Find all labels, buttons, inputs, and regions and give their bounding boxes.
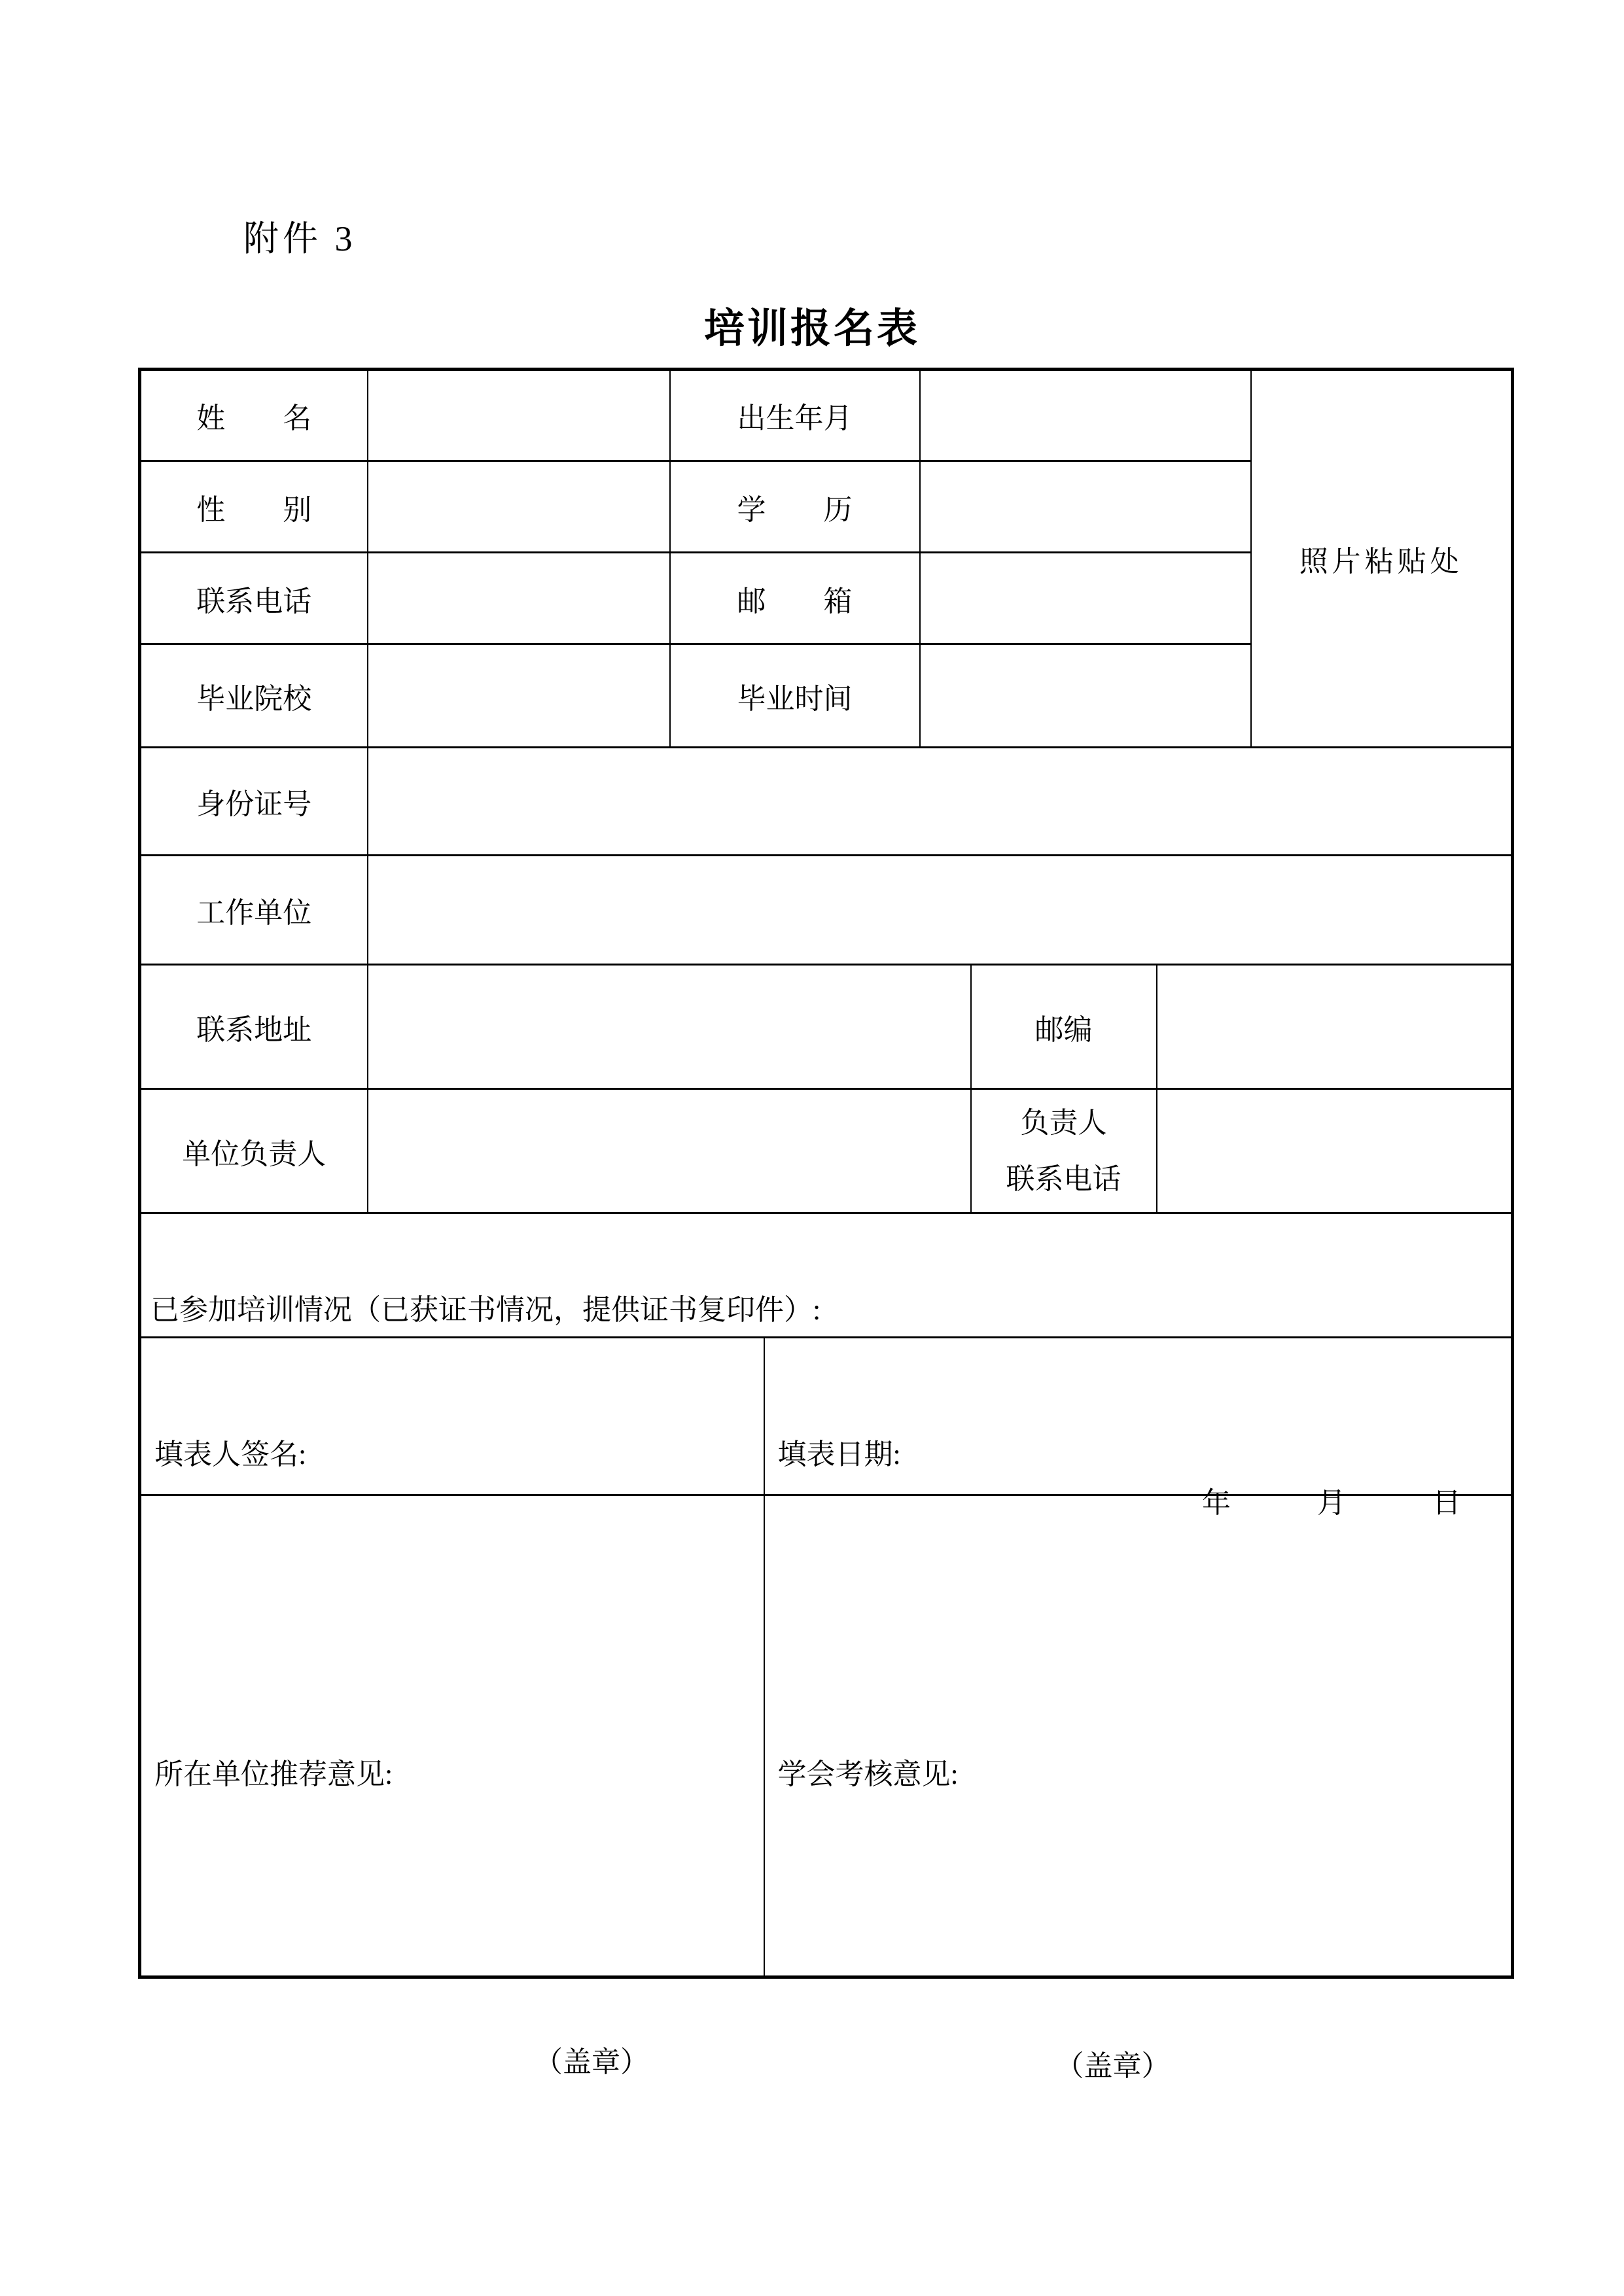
graduation-time-input-cell[interactable] [920, 644, 1251, 748]
training-history-cell[interactable] [140, 1213, 1513, 1338]
head-phone-input-cell[interactable] [1157, 1089, 1513, 1213]
email-input-cell[interactable] [920, 553, 1251, 644]
signature-label: 填表人签名: [154, 1438, 307, 1470]
id-number-input-cell[interactable] [368, 748, 1513, 856]
gender-label: 性 别 [140, 461, 368, 553]
row-employer [140, 856, 1513, 965]
postcode-input-cell[interactable] [1157, 965, 1513, 1089]
gender-input-cell[interactable] [368, 461, 670, 553]
row-training-history [140, 1213, 1513, 1338]
graduate-school-input-cell[interactable] [368, 644, 670, 748]
year-month-day-label: 年 月 日 [1202, 1487, 1462, 1519]
contact-address-input-cell[interactable] [368, 965, 971, 1089]
row-signature-date [140, 1338, 1513, 1495]
head-phone-label-line1: 负责人 [1020, 1106, 1107, 1139]
unit-opinion-cell[interactable] [140, 1495, 764, 2078]
society-seal-label: （盖章） [1055, 2049, 1171, 2082]
registration-form-table [138, 368, 1514, 2082]
employer-input-cell[interactable] [368, 856, 1513, 965]
page-title: 培训报名表 [703, 307, 920, 351]
row-address-postcode [140, 965, 1513, 1089]
birth-date-input-cell[interactable] [920, 370, 1251, 461]
unit-head-input-cell[interactable] [368, 1089, 971, 1213]
training-history-label: 已参加培训情况（已获证书情况，提供证书复印件）: [150, 1293, 821, 1326]
id-number-label: 身份证号 [140, 748, 368, 856]
contact-phone-input-cell[interactable] [368, 553, 670, 644]
society-opinion-cell[interactable] [764, 1495, 1513, 2082]
row-unit-head [140, 1089, 1513, 1213]
education-label: 学 历 [670, 461, 920, 553]
contact-address-label: 联系地址 [140, 965, 368, 1089]
graduate-school-label: 毕业院校 [140, 644, 368, 748]
postcode-label: 邮编 [971, 965, 1157, 1089]
society-opinion-label: 学会考核意见: [777, 1758, 959, 1790]
employer-label: 工作单位 [140, 856, 368, 965]
attachment-label: 附件 3 [243, 219, 357, 258]
email-label: 邮 箱 [670, 553, 920, 644]
row-name-birth [140, 370, 1513, 461]
name-input-cell[interactable] [368, 370, 670, 461]
row-id-number [140, 748, 1513, 856]
contact-phone-label: 联系电话 [140, 553, 368, 644]
birth-date-label: 出生年月 [670, 370, 920, 461]
unit-opinion-label: 所在单位推荐意见: [154, 1758, 393, 1790]
head-phone-label-line2: 联系电话 [1006, 1162, 1121, 1195]
fill-date-cell[interactable] [764, 1338, 1513, 1519]
name-label: 姓 名 [140, 370, 368, 461]
photo-paste-area: 照片粘贴处 [1251, 370, 1513, 748]
row-opinions [140, 1495, 1513, 1977]
head-phone-label [971, 1089, 1157, 1213]
unit-seal-label: （盖章） [534, 2045, 649, 2078]
signature-cell[interactable] [140, 1338, 764, 1495]
fill-date-label: 填表日期: [777, 1438, 901, 1470]
unit-head-label: 单位负责人 [140, 1089, 368, 1213]
graduation-time-label: 毕业时间 [670, 644, 920, 748]
education-input-cell[interactable] [920, 461, 1251, 553]
